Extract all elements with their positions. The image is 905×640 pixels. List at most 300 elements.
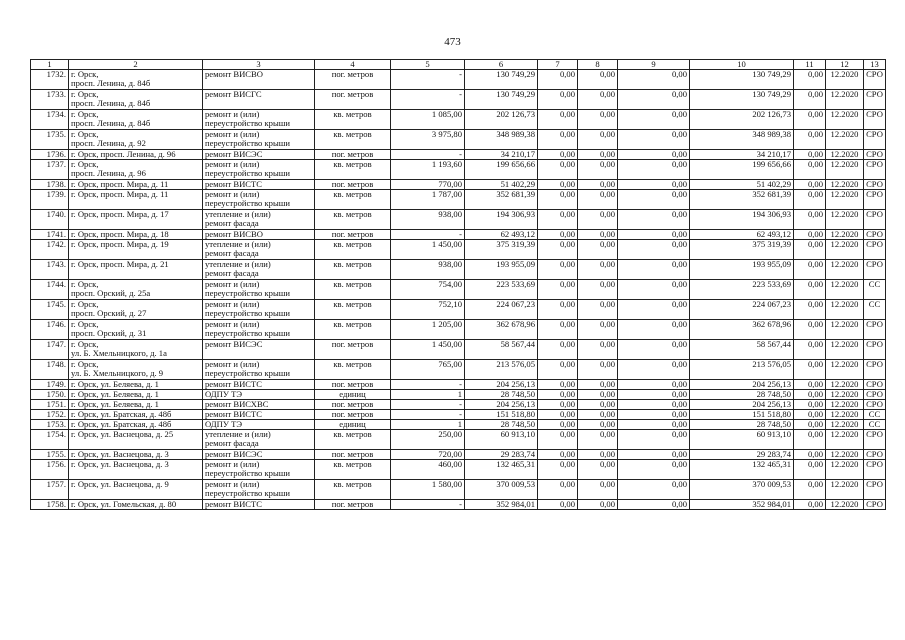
unit-cell: кв. метров: [315, 190, 391, 210]
fund-cell-9: 0,00: [618, 150, 690, 160]
fund-cell-11: 0,00: [794, 210, 826, 230]
fund-cell-8: 0,00: [578, 400, 618, 410]
work-type-line: ремонт и (или): [205, 279, 260, 289]
column-number-cell: 13: [864, 60, 886, 70]
table-row: [31, 280, 886, 300]
address-cell: [69, 420, 203, 430]
method-cell: СРО: [864, 180, 886, 190]
work-type-line: ремонт ВИСТС: [205, 409, 263, 419]
fund-cell-8: 0,00: [578, 280, 618, 300]
work-type-line: ремонт ВИСГС: [205, 89, 262, 99]
fund-cell-7: 0,00: [538, 430, 578, 450]
fund-cell-9: 0,00: [618, 180, 690, 190]
quantity-cell: 250,00: [391, 430, 465, 450]
fund-cell-8: 0,00: [578, 380, 618, 390]
unit-cell: пог. метров: [315, 230, 391, 240]
address-line: просп. Орский, д. 31: [71, 328, 147, 338]
work-type-cell: [203, 280, 315, 300]
completion-date-cell: 12.2020: [826, 230, 864, 240]
fund-cell-8: 0,00: [578, 90, 618, 110]
fund-cell-8: 0,00: [578, 190, 618, 210]
row-number-cell: 1737.: [31, 160, 69, 180]
total-cost-cell: 223 533,69: [465, 280, 538, 300]
unit-cell: пог. метров: [315, 90, 391, 110]
work-type-line: переустройство крыши: [205, 308, 290, 318]
row-number-cell: 1733.: [31, 90, 69, 110]
fund-cell-8: 0,00: [578, 410, 618, 420]
total-cost-cell: 60 913,10: [465, 430, 538, 450]
address-line: просп. Ленина, д. 84б: [71, 78, 151, 88]
total-cost-cell: 213 576,05: [465, 360, 538, 380]
fund-cell-10: 34 210,17: [690, 150, 794, 160]
fund-cell-10: 151 518,80: [690, 410, 794, 420]
method-cell: СРО: [864, 380, 886, 390]
work-type-cell: [203, 160, 315, 180]
header-row: [31, 60, 886, 70]
address-line: г. Орск,: [71, 69, 99, 79]
fund-cell-11: 0,00: [794, 160, 826, 180]
work-type-line: переустройство крыши: [205, 198, 290, 208]
work-type-cell: [203, 480, 315, 500]
address-line: г. Орск,: [71, 159, 99, 169]
address-line: г. Орск,: [71, 299, 99, 309]
fund-cell-7: 0,00: [538, 320, 578, 340]
completion-date-cell: 12.2020: [826, 240, 864, 260]
row-number-cell: 1751.: [31, 400, 69, 410]
fund-cell-8: 0,00: [578, 320, 618, 340]
table-row: [31, 190, 886, 210]
work-type-line: ремонт ВИСТС: [205, 179, 263, 189]
fund-cell-10: 194 306,93: [690, 210, 794, 230]
address-line: г. Орск,: [71, 359, 99, 369]
fund-cell-11: 0,00: [794, 240, 826, 260]
fund-cell-7: 0,00: [538, 420, 578, 430]
fund-cell-10: 51 402,29: [690, 180, 794, 190]
fund-cell-10: 348 989,38: [690, 130, 794, 150]
fund-cell-9: 0,00: [618, 90, 690, 110]
column-number-cell: 12: [826, 60, 864, 70]
fund-cell-9: 0,00: [618, 430, 690, 450]
address-line: г. Орск, просп. Мира, д. 17: [71, 209, 169, 219]
method-cell: СРО: [864, 160, 886, 180]
address-line: г. Орск, ул. Братская, д. 48б: [71, 409, 172, 419]
fund-cell-7: 0,00: [538, 450, 578, 460]
work-type-cell: [203, 380, 315, 390]
address-line: просп. Орский, д. 27: [71, 308, 147, 318]
total-cost-cell: 130 749,29: [465, 70, 538, 90]
address-line: г. Орск, ул. Васнецова, д. 3: [71, 449, 169, 459]
address-line: просп. Ленина, д. 92: [71, 138, 146, 148]
fund-cell-7: 0,00: [538, 180, 578, 190]
work-type-line: переустройство крыши: [205, 368, 290, 378]
work-type-line: переустройство крыши: [205, 288, 290, 298]
work-type-cell: [203, 460, 315, 480]
unit-cell: кв. метров: [315, 210, 391, 230]
unit-cell: кв. метров: [315, 130, 391, 150]
work-type-cell: [203, 320, 315, 340]
fund-cell-8: 0,00: [578, 340, 618, 360]
work-type-cell: [203, 430, 315, 450]
fund-cell-11: 0,00: [794, 300, 826, 320]
address-cell: [69, 110, 203, 130]
work-type-line: ремонт ВИСВО: [205, 229, 263, 239]
address-cell: [69, 210, 203, 230]
fund-cell-9: 0,00: [618, 190, 690, 210]
row-number-cell: 1746.: [31, 320, 69, 340]
work-type-cell: [203, 300, 315, 320]
method-cell: СРО: [864, 480, 886, 500]
method-cell: СРО: [864, 320, 886, 340]
total-cost-cell: 62 493,12: [465, 230, 538, 240]
work-type-cell: [203, 90, 315, 110]
work-type-line: ремонт фасада: [205, 438, 259, 448]
unit-cell: кв. метров: [315, 240, 391, 260]
fund-cell-10: 204 256,13: [690, 380, 794, 390]
fund-cell-7: 0,00: [538, 160, 578, 180]
total-cost-cell: 193 955,09: [465, 260, 538, 280]
method-cell: СРО: [864, 150, 886, 160]
fund-cell-11: 0,00: [794, 230, 826, 240]
fund-cell-7: 0,00: [538, 150, 578, 160]
row-number-cell: 1738.: [31, 180, 69, 190]
fund-cell-7: 0,00: [538, 400, 578, 410]
address-cell: [69, 160, 203, 180]
table-row: [31, 380, 886, 390]
completion-date-cell: 12.2020: [826, 430, 864, 450]
address-cell: [69, 230, 203, 240]
address-cell: [69, 260, 203, 280]
fund-cell-10: 223 533,69: [690, 280, 794, 300]
completion-date-cell: 12.2020: [826, 150, 864, 160]
work-type-cell: [203, 230, 315, 240]
method-cell: СРО: [864, 110, 886, 130]
total-cost-cell: 204 256,13: [465, 400, 538, 410]
table-row: [31, 130, 886, 150]
quantity-cell: -: [391, 400, 465, 410]
work-type-cell: [203, 260, 315, 280]
row-number-cell: 1735.: [31, 130, 69, 150]
fund-cell-9: 0,00: [618, 240, 690, 260]
method-cell: СРО: [864, 210, 886, 230]
fund-cell-11: 0,00: [794, 280, 826, 300]
completion-date-cell: 12.2020: [826, 380, 864, 390]
fund-cell-7: 0,00: [538, 300, 578, 320]
fund-cell-10: 204 256,13: [690, 400, 794, 410]
table-row: [31, 180, 886, 190]
completion-date-cell: 12.2020: [826, 210, 864, 230]
address-cell: [69, 410, 203, 420]
column-number-header: [31, 60, 886, 70]
quantity-cell: -: [391, 380, 465, 390]
address-cell: [69, 320, 203, 340]
quantity-cell: 938,00: [391, 210, 465, 230]
total-cost-cell: 375 319,39: [465, 240, 538, 260]
address-line: ул. Б. Хмельницкого, д. 9: [71, 368, 164, 378]
fund-cell-11: 0,00: [794, 400, 826, 410]
fund-cell-11: 0,00: [794, 450, 826, 460]
row-number-cell: 1749.: [31, 380, 69, 390]
fund-cell-9: 0,00: [618, 280, 690, 300]
address-cell: [69, 480, 203, 500]
completion-date-cell: 12.2020: [826, 460, 864, 480]
row-number-cell: 1758.: [31, 500, 69, 510]
method-cell: СРО: [864, 70, 886, 90]
unit-cell: пог. метров: [315, 400, 391, 410]
quantity-cell: -: [391, 410, 465, 420]
fund-cell-10: 193 955,09: [690, 260, 794, 280]
quantity-cell: 938,00: [391, 260, 465, 280]
fund-cell-9: 0,00: [618, 390, 690, 400]
total-cost-cell: 202 126,73: [465, 110, 538, 130]
fund-cell-9: 0,00: [618, 340, 690, 360]
unit-cell: пог. метров: [315, 70, 391, 90]
column-number-cell: 8: [578, 60, 618, 70]
column-number-cell: 6: [465, 60, 538, 70]
address-line: просп. Ленина, д. 84б: [71, 118, 151, 128]
total-cost-cell: 28 748,50: [465, 420, 538, 430]
work-type-cell: [203, 180, 315, 190]
fund-cell-9: 0,00: [618, 300, 690, 320]
method-cell: СС: [864, 300, 886, 320]
table-row: [31, 240, 886, 260]
fund-cell-11: 0,00: [794, 180, 826, 190]
fund-cell-11: 0,00: [794, 360, 826, 380]
total-cost-cell: 362 678,96: [465, 320, 538, 340]
fund-cell-11: 0,00: [794, 500, 826, 510]
fund-cell-7: 0,00: [538, 500, 578, 510]
total-cost-cell: 204 256,13: [465, 380, 538, 390]
table-row: [31, 90, 886, 110]
fund-cell-10: 28 748,50: [690, 390, 794, 400]
row-number-cell: 1755.: [31, 450, 69, 460]
work-type-line: ремонт и (или): [205, 129, 260, 139]
total-cost-cell: 130 749,29: [465, 90, 538, 110]
work-type-line: ремонт фасада: [205, 248, 259, 258]
method-cell: СРО: [864, 500, 886, 510]
address-cell: [69, 300, 203, 320]
address-line: г. Орск, ул. Васнецова, д. 3: [71, 459, 169, 469]
fund-cell-11: 0,00: [794, 90, 826, 110]
address-cell: [69, 360, 203, 380]
fund-cell-9: 0,00: [618, 320, 690, 340]
fund-cell-9: 0,00: [618, 210, 690, 230]
table-row: [31, 300, 886, 320]
method-cell: СРО: [864, 260, 886, 280]
address-line: г. Орск, ул. Беляева, д. 1: [71, 399, 159, 409]
address-cell: [69, 130, 203, 150]
address-line: г. Орск, ул. Васнецова, д. 9: [71, 479, 169, 489]
quantity-cell: 752,10: [391, 300, 465, 320]
address-cell: [69, 500, 203, 510]
fund-cell-9: 0,00: [618, 460, 690, 480]
completion-date-cell: 12.2020: [826, 500, 864, 510]
address-line: просп. Орский, д. 25а: [71, 288, 151, 298]
completion-date-cell: 12.2020: [826, 300, 864, 320]
quantity-cell: 1 787,00: [391, 190, 465, 210]
table-row: [31, 260, 886, 280]
capital-repair-table: [30, 59, 886, 510]
fund-cell-10: 60 913,10: [690, 430, 794, 450]
table-row: [31, 430, 886, 450]
column-number-cell: 9: [618, 60, 690, 70]
fund-cell-7: 0,00: [538, 480, 578, 500]
fund-cell-10: 130 749,29: [690, 70, 794, 90]
work-type-line: ремонт и (или): [205, 299, 260, 309]
address-line: г. Орск,: [71, 129, 99, 139]
work-type-cell: [203, 400, 315, 410]
table-row: [31, 160, 886, 180]
fund-cell-10: 132 465,31: [690, 460, 794, 480]
fund-cell-8: 0,00: [578, 480, 618, 500]
table-row: [31, 460, 886, 480]
work-type-line: ремонт и (или): [205, 459, 260, 469]
method-cell: СРО: [864, 90, 886, 110]
total-cost-cell: 348 989,38: [465, 130, 538, 150]
fund-cell-8: 0,00: [578, 240, 618, 260]
fund-cell-7: 0,00: [538, 70, 578, 90]
fund-cell-10: 199 656,66: [690, 160, 794, 180]
fund-cell-11: 0,00: [794, 150, 826, 160]
work-type-cell: [203, 110, 315, 130]
fund-cell-8: 0,00: [578, 300, 618, 320]
fund-cell-9: 0,00: [618, 110, 690, 130]
fund-cell-8: 0,00: [578, 390, 618, 400]
fund-cell-7: 0,00: [538, 240, 578, 260]
column-number-cell: 11: [794, 60, 826, 70]
fund-cell-8: 0,00: [578, 70, 618, 90]
completion-date-cell: 12.2020: [826, 180, 864, 190]
work-type-line: ремонт и (или): [205, 109, 260, 119]
total-cost-cell: 151 518,80: [465, 410, 538, 420]
table-row: [31, 360, 886, 380]
fund-cell-11: 0,00: [794, 320, 826, 340]
fund-cell-8: 0,00: [578, 500, 618, 510]
work-type-cell: [203, 150, 315, 160]
work-type-line: ремонт и (или): [205, 319, 260, 329]
fund-cell-10: 213 576,05: [690, 360, 794, 380]
fund-cell-11: 0,00: [794, 480, 826, 500]
fund-cell-10: 375 319,39: [690, 240, 794, 260]
work-type-line: ремонт и (или): [205, 189, 260, 199]
quantity-cell: 770,00: [391, 180, 465, 190]
fund-cell-8: 0,00: [578, 260, 618, 280]
quantity-cell: 1 205,00: [391, 320, 465, 340]
fund-cell-11: 0,00: [794, 390, 826, 400]
total-cost-cell: 132 465,31: [465, 460, 538, 480]
work-type-cell: [203, 240, 315, 260]
address-cell: [69, 150, 203, 160]
fund-cell-10: 352 681,39: [690, 190, 794, 210]
row-number-cell: 1753.: [31, 420, 69, 430]
total-cost-cell: 199 656,66: [465, 160, 538, 180]
method-cell: СРО: [864, 450, 886, 460]
work-type-line: ОДПУ ТЭ: [205, 419, 243, 429]
work-type-line: ремонт ВИСЭС: [205, 449, 263, 459]
method-cell: СРО: [864, 130, 886, 150]
total-cost-cell: 370 009,53: [465, 480, 538, 500]
column-number-cell: 5: [391, 60, 465, 70]
total-cost-cell: 352 681,39: [465, 190, 538, 210]
row-number-cell: 1757.: [31, 480, 69, 500]
address-line: г. Орск, просп. Мира, д. 11: [71, 179, 169, 189]
method-cell: СРО: [864, 190, 886, 210]
table-row: [31, 210, 886, 230]
fund-cell-9: 0,00: [618, 480, 690, 500]
unit-cell: кв. метров: [315, 260, 391, 280]
fund-cell-10: 202 126,73: [690, 110, 794, 130]
method-cell: СРО: [864, 360, 886, 380]
fund-cell-10: 130 749,29: [690, 90, 794, 110]
address-line: г. Орск,: [71, 89, 99, 99]
unit-cell: кв. метров: [315, 280, 391, 300]
table-row: [31, 320, 886, 340]
work-type-line: ремонт и (или): [205, 159, 260, 169]
method-cell: СРО: [864, 430, 886, 450]
method-cell: СС: [864, 280, 886, 300]
fund-cell-9: 0,00: [618, 260, 690, 280]
quantity-cell: 1: [391, 420, 465, 430]
fund-cell-9: 0,00: [618, 380, 690, 390]
work-type-line: ремонт ВИСЭС: [205, 339, 263, 349]
method-cell: СРО: [864, 390, 886, 400]
row-number-cell: 1736.: [31, 150, 69, 160]
work-type-line: ремонт ВИСХВС: [205, 399, 269, 409]
fund-cell-7: 0,00: [538, 130, 578, 150]
address-line: г. Орск, просп. Мира, д. 19: [71, 239, 169, 249]
method-cell: СРО: [864, 460, 886, 480]
column-number-cell: 7: [538, 60, 578, 70]
fund-cell-11: 0,00: [794, 70, 826, 90]
fund-cell-7: 0,00: [538, 410, 578, 420]
fund-cell-11: 0,00: [794, 420, 826, 430]
method-cell: СС: [864, 420, 886, 430]
address-cell: [69, 240, 203, 260]
total-cost-cell: 58 567,44: [465, 340, 538, 360]
work-type-line: переустройство крыши: [205, 138, 290, 148]
address-line: г. Орск,: [71, 109, 99, 119]
completion-date-cell: 12.2020: [826, 110, 864, 130]
address-cell: [69, 450, 203, 460]
quantity-cell: 1 450,00: [391, 340, 465, 360]
fund-cell-9: 0,00: [618, 360, 690, 380]
fund-cell-10: 362 678,96: [690, 320, 794, 340]
address-line: г. Орск, ул. Беляева, д. 1: [71, 389, 159, 399]
fund-cell-11: 0,00: [794, 190, 826, 210]
unit-cell: кв. метров: [315, 360, 391, 380]
work-type-line: переустройство крыши: [205, 488, 290, 498]
column-number-cell: 3: [203, 60, 315, 70]
address-cell: [69, 340, 203, 360]
work-type-line: ремонт и (или): [205, 359, 260, 369]
fund-cell-9: 0,00: [618, 420, 690, 430]
fund-cell-9: 0,00: [618, 400, 690, 410]
fund-cell-9: 0,00: [618, 230, 690, 240]
column-number-cell: 10: [690, 60, 794, 70]
fund-cell-7: 0,00: [538, 90, 578, 110]
fund-cell-11: 0,00: [794, 110, 826, 130]
row-number-cell: 1744.: [31, 280, 69, 300]
work-type-line: утепление и (или): [205, 209, 271, 219]
fund-cell-7: 0,00: [538, 460, 578, 480]
completion-date-cell: 12.2020: [826, 360, 864, 380]
work-type-cell: [203, 420, 315, 430]
quantity-cell: -: [391, 150, 465, 160]
fund-cell-8: 0,00: [578, 430, 618, 450]
total-cost-cell: 352 984,01: [465, 500, 538, 510]
table-row: [31, 150, 886, 160]
fund-cell-10: 28 748,50: [690, 420, 794, 430]
fund-cell-10: 224 067,23: [690, 300, 794, 320]
